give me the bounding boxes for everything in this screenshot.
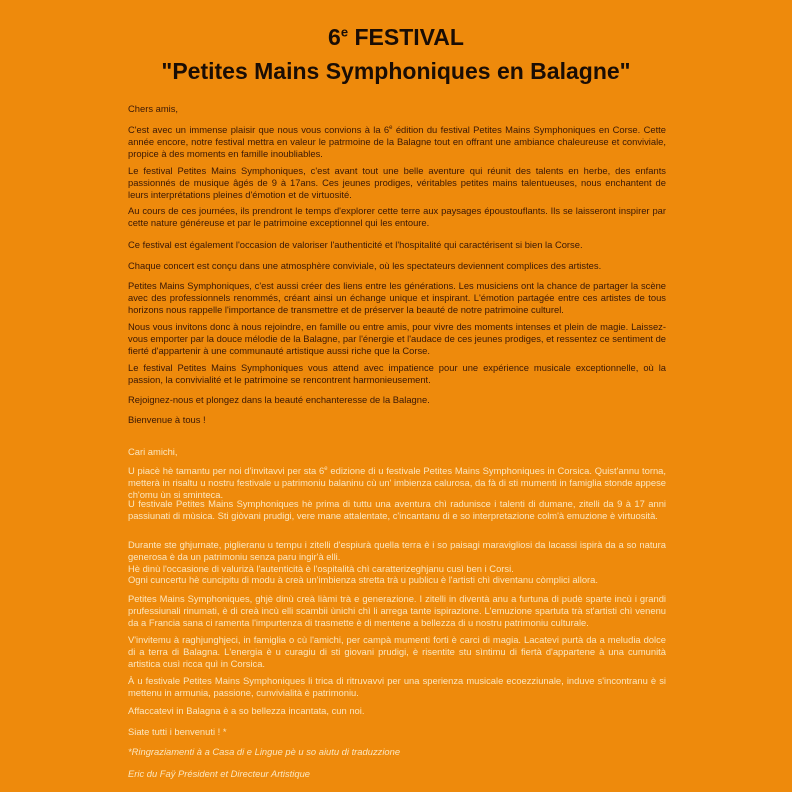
translation-note: *Ringraziamenti à a Casa di e Lingue pè u so aiutu di traduzzione (128, 746, 401, 757)
signature: Eric du Faÿ Président et Directeur Artistique (128, 768, 311, 779)
corsican-greeting: Cari amichi, (128, 446, 178, 457)
corsican-line: Hè dinù l'occasione di valurizà l'autenticità è l'ospitalità chì caratterizeghjanu cusì ben i Corsi. (128, 562, 514, 574)
festival-name-title: "Petites Mains Symphoniques en Balagne" (161, 58, 631, 84)
corsican-closing: Siate tutti i benvenuti ! * (128, 726, 227, 737)
festival-edition-title: 6e FESTIVAL (328, 24, 464, 50)
corsican-paragraph: À u festivale Petites Mains Symphoniques li trica di ritruvavvi per una sperienza musicale ecoezziunale, induve s'incontranu è si mettenu in armunia, passione, cunvivialità è patrimoniu. (128, 675, 666, 698)
corsican-paragraph: Affaccatevi in Balagna è a so bellezza incantata, cun noi. (128, 705, 365, 716)
corsican-line: Ogni cuncertu hè cuncipitu di modu à creà un'imbienza stretta trà u publicu è l'artisti chì diventanu còmplici allora. (128, 574, 598, 586)
french-paragraph: Chaque concert est conçu dans une atmosphère conviviale, où les spectateurs deviennent complices des artistes. (128, 260, 602, 271)
french-paragraph: Ce festival est également l'occasion de valoriser l'authenticité et l'hospitalité qui caractérisent si bien la Corse. (128, 239, 583, 250)
corsican-paragraph: U festivale Petites Mains Symphoniques hè prima di tuttu una aventura chì radunisce i talenti di dumane, zitelli da 9 à 17 anni passiunati di mùsica. Sti giòvani prudigi, vere mane attalentate, c'incantanu di e so interpretazione colm'à emuzione è virtuosità. (128, 498, 666, 521)
corsican-line: Durante ste ghjurnate, piglieranu u tempu i zitelli d'espiurà quella terra è i so paisagi maravigliosi da lacassi ispirà da a so natura generosa è da un patrimoniu senza paru ingir'à elli. (128, 539, 666, 562)
french-paragraph: C'est avec un immense plaisir que nous vous convions à la 6e édition du festival Petites Mains Symphoniques en Corse. Cette année encore, notre festival mettra en valeur le patrmoine de la Balagne tout en offrant une ambiance chaleureuse et conviviale, propice à des moments en famille inoubliables. (128, 124, 667, 159)
french-paragraph: Nous vous invitons donc à nous rejoindre, en famille ou entre amis, pour vivre des moments intenses et plein de magie. Laissez-vous emporter par la douce mélodie de la Balagne, par l'énergie et l'audace de ces jeunes prodiges, et ressentez ce sentiment de fierté d'appartenir à une communauté artistique aussi riche que la Corse. (128, 321, 666, 356)
corsican-paragraph: U piacè hè tamantu per noi d'invitavvi per sta 6e edizione di u festivale Petites Mains Symphoniques in Corsica. Quist'annu torna, metterà in risaltu u nostru festivale u patrimoniu balaninu cù un' imbienza calurosa, da fà di sti mumenti in famiglia stonde appese ch'omu ùn si sminteca. (128, 465, 667, 500)
french-paragraph: Le festival Petites Mains Symphoniques, c'est avant tout une belle aventure qui réunit des talents en herbe, des enfants passionnés de musique âgés de 9 à 17ans. Ces jeunes prodiges, véritables petites mains talentueuses, nous enchantent de leurs interprétations pleines d'émotion et de virtuosité. (128, 165, 666, 200)
french-paragraph: Rejoignez-nous et plongez dans la beauté enchanteresse de la Balagne. (128, 394, 430, 405)
french-paragraph: Petites Mains Symphoniques, c'est aussi créer des liens entre les générations. Les musiciens ont la chance de partager la scène avec des professionnels renommés, créant ainsi un échange unique et inspirant. L'émotion partagée entre ces artistes de tous horizons nous rappelle l'importance de transmettre et de préserver la beauté de notre patrimoine culturel. (128, 280, 666, 315)
french-closing: Bienvenue à tous ! (128, 414, 206, 425)
corsican-paragraph: V'invitemu à raghjunghjeci, in famiglia o cù l'amichi, per campà mumenti forti è carci di magia. Lacatevi purtà da a meludia dolce di a terra di Balagna. L'energia è u curagiu di sti giovani prudigi, è risentite stu sìntimu di fiertà d'appartene à una cumunità artistica cusì ricca quì in Corsica. (128, 634, 666, 669)
corsican-paragraph: Petites Mains Symphoniques, ghjè dinù creà liàmi trà e generazione. I zitelli in diventà anu a furtuna di pudè sparte incù i grandi prufessiunali rinumati, è di creà incù elli scambii ùnichi chì li arrega tante ispirazione. L'emuzione spartuta trà st'artisti chì venenu da a Francia sana ci ramenta l'impurtenza di trasmette è di mentene a bellezza di u nostru patrimoniu culturale. (128, 593, 666, 628)
corsican-paragraph (128, 539, 666, 586)
french-paragraph: Le festival Petites Mains Symphoniques vous attend avec impatience pour une expérience musicale exceptionnelle, où la passion, la convivialité et le patrimoine se rencontrent harmonieusement. (128, 362, 666, 385)
french-paragraph: Au cours de ces journées, ils prendront le temps d'explorer cette terre aux paysages époustouflants. Ils se laisseront inspirer par cette nature généreuse et par le patrimoine exceptionnel qui les entoure. (128, 205, 666, 228)
french-greeting: Chers amis, (128, 103, 179, 114)
